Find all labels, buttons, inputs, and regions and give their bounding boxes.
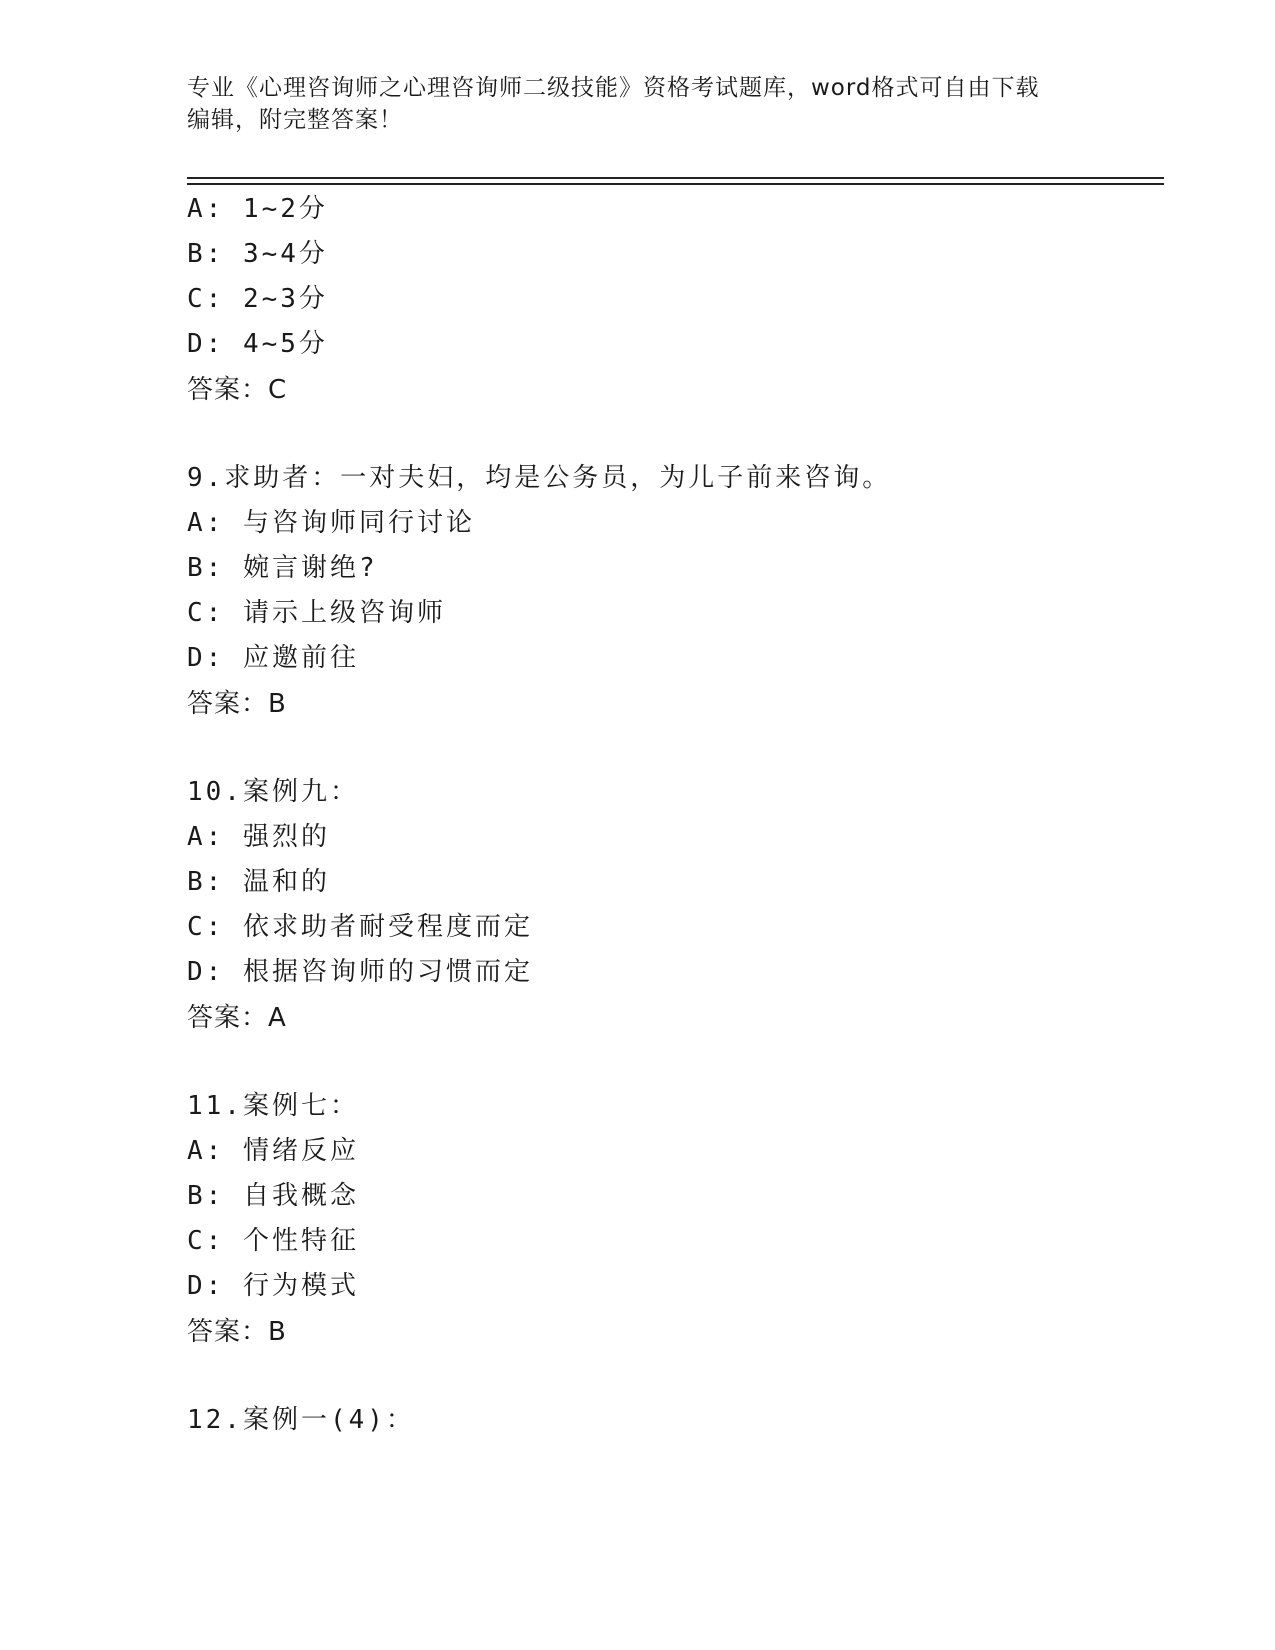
q9-option-a: A: 与咨询师同行讨论 bbox=[187, 508, 475, 538]
q10-question: 10.案例九： bbox=[187, 777, 359, 807]
document-header bbox=[187, 72, 1087, 136]
header-divider-bottom bbox=[187, 183, 1164, 185]
q11-answer: 答案：B bbox=[187, 1317, 287, 1347]
q8-option-a: A: 1~2分 bbox=[187, 194, 328, 224]
q11-question: 11.案例七： bbox=[187, 1091, 359, 1121]
header-divider-top bbox=[187, 177, 1164, 179]
q8-option-b: B: 3~4分 bbox=[187, 239, 328, 269]
q10-answer: 答案：A bbox=[187, 1003, 287, 1033]
q10-option-c: C: 依求助者耐受程度而定 bbox=[187, 912, 533, 942]
q9-option-c: C: 请示上级咨询师 bbox=[187, 598, 446, 628]
q8-option-c: C: 2~3分 bbox=[187, 284, 328, 314]
q9-question: 9.求助者：一对夫妇，均是公务员，为儿子前来咨询。 bbox=[187, 463, 892, 493]
q9-answer: 答案：B bbox=[187, 689, 287, 719]
header-line-1: 专业《心理咨询师之心理咨询师二级技能》资格考试题库，word格式可自由下载 bbox=[187, 75, 1040, 101]
q11-option-d: D: 行为模式 bbox=[187, 1271, 359, 1301]
q8-answer: 答案：C bbox=[187, 375, 288, 405]
header-line-2: 编辑，附完整答案！ bbox=[187, 107, 403, 133]
q10-option-a: A: 强烈的 bbox=[187, 822, 330, 852]
q10-option-d: D: 根据咨询师的习惯而定 bbox=[187, 957, 533, 987]
q8-option-d: D: 4~5分 bbox=[187, 329, 328, 359]
q10-option-b: B: 温和的 bbox=[187, 867, 330, 897]
q9-option-b: B: 婉言谢绝? bbox=[187, 553, 378, 583]
q11-option-b: B: 自我概念 bbox=[187, 1181, 359, 1211]
q11-option-a: A: 情绪反应 bbox=[187, 1136, 359, 1166]
q12-question: 12.案例一(4)： bbox=[187, 1405, 415, 1435]
q11-option-c: C: 个性特征 bbox=[187, 1226, 359, 1256]
q9-option-d: D: 应邀前往 bbox=[187, 643, 359, 673]
